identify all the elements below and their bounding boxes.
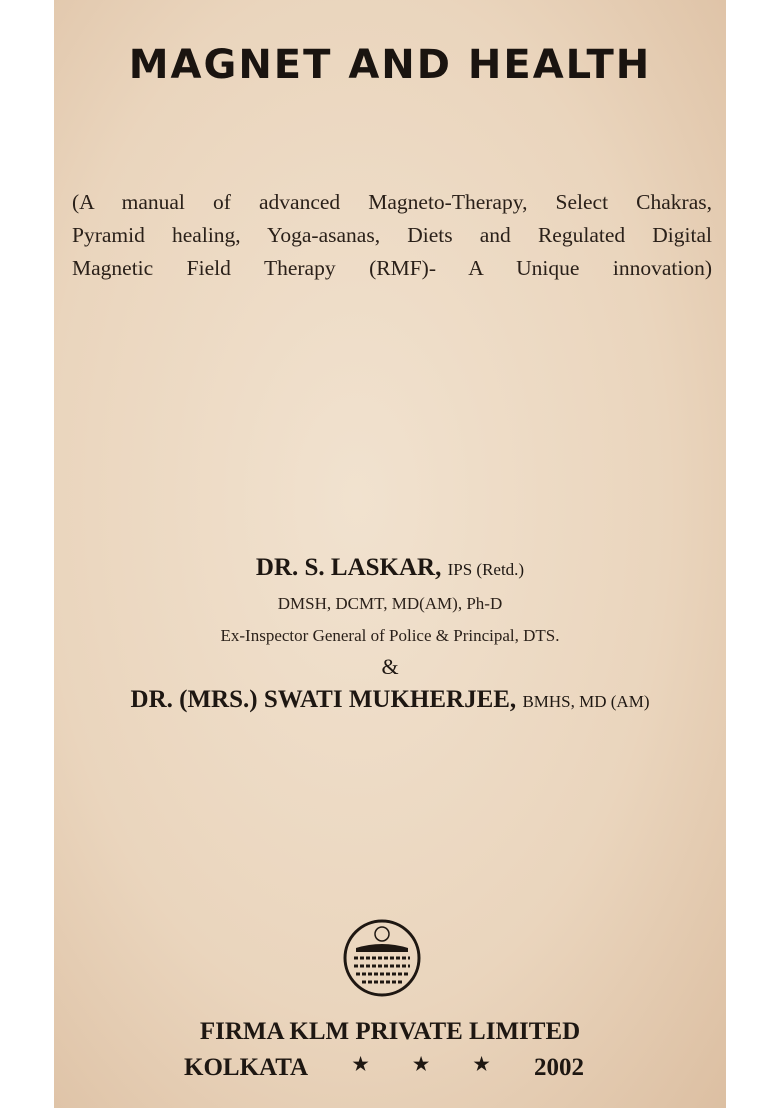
author1-degrees: DMSH, DCMT, MD(AM), Ph-D bbox=[277, 594, 503, 613]
author1-position: Ex-Inspector General of Police & Principal, DTS. bbox=[220, 626, 560, 645]
publisher-seal-logo bbox=[342, 918, 422, 998]
star-icon: ★ bbox=[412, 1054, 430, 1074]
publisher-name: FIRMA KLM PRIVATE LIMITED bbox=[199, 1018, 581, 1045]
publisher-city: KOLKATA bbox=[184, 1054, 309, 1081]
subtitle-line: (A manual of advanced Magneto-Therapy, Select Chakras, bbox=[72, 190, 712, 214]
author2 bbox=[54, 686, 726, 714]
subtitle-line: Pyramid healing, Yoga-asanas, Diets and Regulated Digital bbox=[72, 223, 712, 247]
star-icon: ★ bbox=[352, 1054, 369, 1074]
book-title: MAGNET AND HEALTH bbox=[128, 42, 652, 88]
author2-name: DR. (MRS.) SWATI MUKHERJEE, bbox=[130, 686, 517, 713]
book-subtitle bbox=[72, 186, 712, 285]
author1 bbox=[54, 554, 726, 582]
star-icon: ★ bbox=[473, 1054, 490, 1074]
subtitle-line: Magnetic Field Therapy (RMF)- A Unique innovation) bbox=[72, 256, 712, 280]
ampersand: & bbox=[381, 654, 399, 679]
author1-name: DR. S. LASKAR, bbox=[255, 554, 442, 581]
publisher-location-line bbox=[184, 1054, 584, 1082]
title-page bbox=[54, 0, 726, 1108]
author1-suffix: IPS (Retd.) bbox=[447, 560, 525, 579]
publication-year: 2002 bbox=[533, 1054, 584, 1081]
author2-suffix: BMHS, MD (AM) bbox=[522, 692, 650, 711]
